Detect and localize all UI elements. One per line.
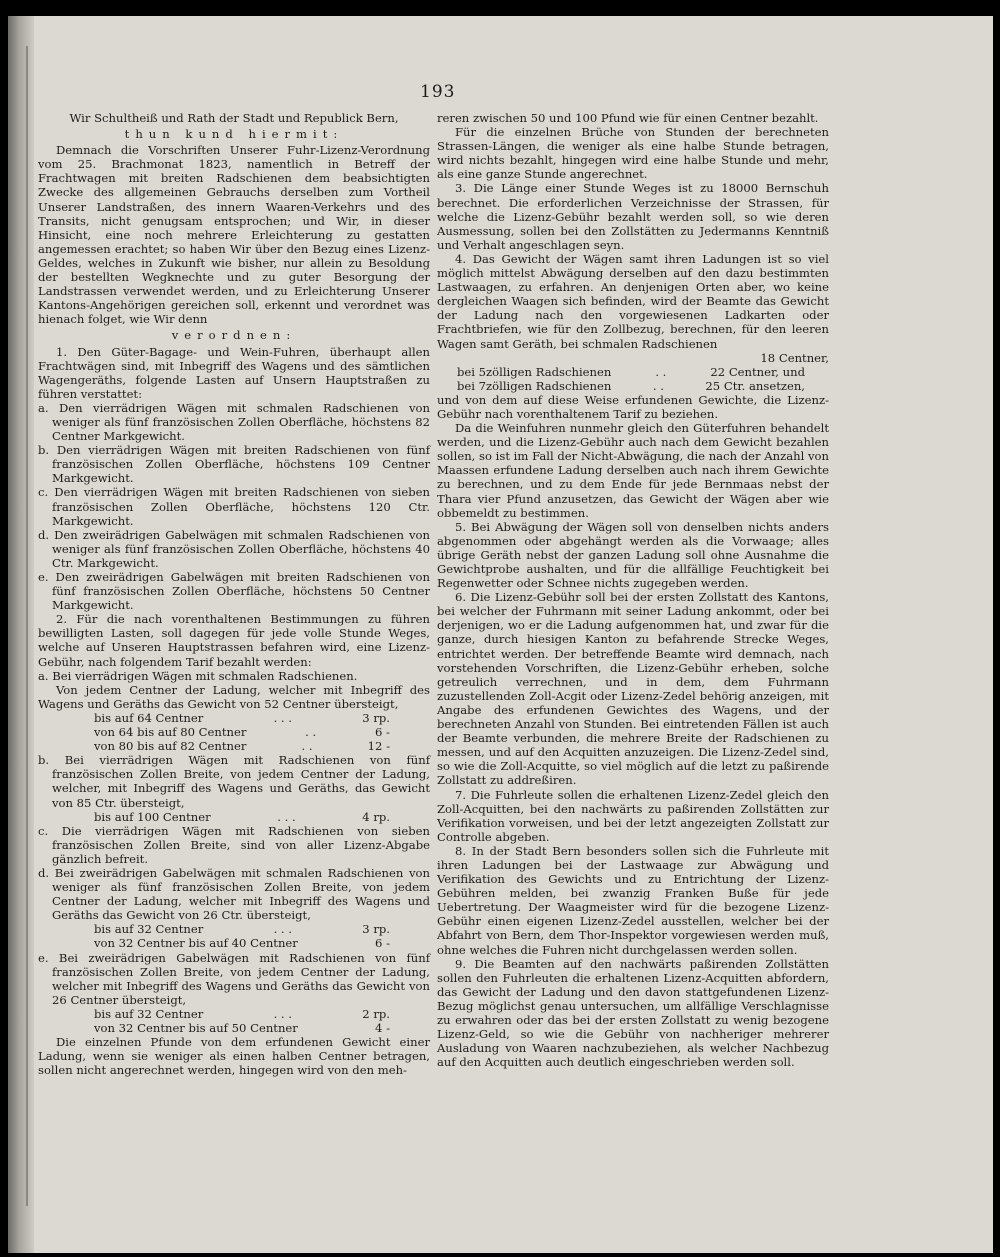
gutter-line (26, 46, 28, 1206)
article-2: 2. Für die nach vorenthaltenen Bestimmungen zu führen bewilligten Lasten, soll dagegen für jede volle Stunde Weges, welche auf Unseren Hauptstrassen befahren wird, eine Lizenz-Gebühr, nach folgendem Tarif bezahlt werden: (38, 612, 430, 669)
article-2-item-a: a. Bei vierrädrigen Wägen mit schmalen Radschienen. (38, 668, 358, 683)
rate-dots: . . . (277, 809, 296, 824)
rate-row (38, 1021, 430, 1035)
rate-value: 3 rp. (362, 710, 390, 725)
verordnen-heading: verordnen: (171, 328, 297, 343)
article-7: 7. Die Fuhrleute sollen die erhaltenen Lizenz-Zedel gleich den Zoll-Acquitten, bei den nachwärts zu paßirenden Zollstätten zur Verifikation vorweisen, und bei der letzt angezeigten Zollstatt zur Controlle abgeben. (437, 787, 829, 844)
closing-paragraph: Die einzelnen Pfunde von dem erfundenen Gewicht einer Ladung, wenn sie weniger als einen halben Centner betragen, sollen nicht angerechnet werden, hingegen wird von den meh- (38, 1035, 430, 1078)
rate-value: 6 - (375, 936, 390, 951)
article-1-item-a: a. Den vierrädrigen Wägen mit schmalen Radschienen von weniger als fünf französischen Zollen Oberfläche, höchstens 82 Centner Markgewicht. (38, 400, 430, 444)
rate-label: bis auf 100 Centner (94, 809, 211, 824)
rate-dots: . . (301, 739, 313, 754)
book-spine-shadow (8, 16, 34, 1253)
page-number: 193 (420, 82, 456, 102)
rate-label: von 32 Centner bis auf 40 Centner (94, 936, 298, 951)
tare-label: bei 5zölligen Radschienen (457, 364, 612, 379)
article-2-item-b: b. Bei vierrädrigen Wägen mit Radschienen von fünf französischen Zollen Breite, von jedem Centner der Ladung, welcher, mit Inbegriff des Wagens und Geräths, das Gewicht von 85 Ctr. übersteigt, (38, 753, 430, 810)
tare-dots: . . (652, 378, 664, 393)
article-1-item-c: c. Den vierrädrigen Wägen mit breiten Radschienen von sieben französischen Zollen Oberfläche, höchstens 120 Ctr. Markgewicht. (38, 485, 430, 528)
rate-row (38, 810, 430, 824)
rate-label: bis auf 32 Centner (94, 922, 204, 937)
article-1-item-e: e. Den zweirädrigen Gabelwägen mit breiten Radschienen von fünf französischen Zollen Oberfläche, höchstens 50 Centner Markgewicht. (38, 570, 430, 613)
right-column (437, 111, 829, 1069)
rate-dots: . . . (273, 1006, 292, 1021)
rate-label: von 32 Centner bis auf 50 Centner (94, 1021, 298, 1035)
article-2-item-d: d. Bei zweirädrigen Gabelwägen mit schmalen Radschienen von weniger als fünf französischen Zollen Breite, von jedem Centner der Ladung, welcher mit Inbegriff des Wagens und Geräths das Gewicht von 26 Ctr. übersteigt, (38, 865, 430, 923)
article-8: 8. In der Stadt Bern besonders sollen sich die Fuhrleute mit ihren Ladungen bei der Lastwaage zur Abwägung und Verifikation des Gewichts und zu Entrichtung der Lizenz-Gebühren melden, bei zwanzig Franken Buße für jede Uebertretung. Der Waagmeister wird für die bezogene Lizenz-Gebühr einen eigenen Lizenz-Zedel ausstellen, welcher bei der Abfahrt von Bern, dem Thor-Inspektor vorgewiesen werden muß, ohne welches die Fuhren nicht durchgelassen werden sollen. (437, 843, 829, 957)
left-column (38, 111, 430, 1077)
fractions-paragraph: Für die einzelnen Brüche von Stunden der berechneten Strassen-Längen, die weniger als eine halbe Stunde betragen, wird nichts bezahlt, hingegen wird eine halbe Stunde und mehr, als eine ganze Stunde angerechnet. (437, 125, 829, 182)
rate-value: 12 - (367, 739, 390, 754)
rate-row (38, 936, 430, 950)
article-2-item-e: e. Bei zweirädrigen Gabelwägen mit Radschienen von fünf französischen Zollen Breite, von jedem Centner der Ladung, welcher mit Inbegriff des Wagens und Geräths das Gewicht von 26 Centner übersteigt, (38, 950, 430, 1007)
article-2-item-a-text: Von jedem Centner der Ladung, welcher mit Inbegriff des Wagens und Geräths das Gewicht von 52 Centner übersteigt, (38, 682, 430, 711)
rate-value: 4 rp. (362, 809, 390, 824)
rate-value: 2 rp. (362, 1006, 390, 1021)
rate-label: von 80 bis auf 82 Centner (94, 739, 247, 754)
article-1-item-b: b. Den vierrädrigen Wägen mit breiten Radschienen von fünf französischen Zollen Oberfläche, höchstens 109 Centner Markgewicht. (38, 443, 430, 486)
wine-paragraph: Da die Weinfuhren nunmehr gleich den Güterfuhren behandelt werden, und die Lizenz-Gebühr auch nach dem Gewicht bezahlen sollen, so ist im Fall der Nicht-Abwägung, die nach der Anzahl von Maassen erfundene Ladung derselben auch nach ihrem Gewichte zu berechnen, und zu dem Ende für jede Bernmaas nebst der Thara vier Pfund anzusetzen, das Gewicht der Wägen aber wie obbemeldt zu bestimmen. (437, 421, 829, 520)
rate-label: bis auf 64 Centner (94, 710, 204, 725)
tare-row (437, 379, 829, 393)
article-4-continuation: und von dem auf diese Weise erfundenen Gewichte, die Lizenz-Gebühr nach vorenthaltenem Tarif zu beziehen. (437, 392, 829, 421)
tare-row (437, 365, 829, 379)
article-2-item-c: c. Die vierrädrigen Wägen mit Radschienen von sieben französischen Zollen Breite, sind von aller Lizenz-Abgabe gänzlich befreit. (38, 823, 430, 866)
preamble-paragraph: Demnach die Vorschriften Unserer Fuhr-Lizenz-Verordnung vom 25. Brachmonat 1823, namentlich in Betreff der Frachtwagen mit breiten Radschienen dem beabsichtigten Zwecke des allgemeinen Gebrauchs derselben zum Vortheil Unserer Landstraßen, des innern Waaren-Verkehrs und des Transits, nicht genugsam entsprochen; und Wir, in dieser Hinsicht, eine noch mehrere Erleichterung zu gestatten angemessen erachtet; so haben Wir über den Bezug eines Lizenz-Geldes, welches in Zukunft wie bisher, nur allein zu Besoldung der bestellten Wegknechte und zu guter Besorgung der Landstrassen verwendet werden, und zu Erleichterung Unserer Kantons-Angehörigen gereichen soll, erkennt und verordnet was hienach folget, wie Wir denn (38, 143, 430, 327)
article-6: 6. Die Lizenz-Gebühr soll bei der ersten Zollstatt des Kantons, bei welcher der Fuhrmann mit seiner Ladung ankommt, oder bei derjenigen, wo er die Ladung aufgenommen hat, und zwar für die ganze, durch hiesigen Kanton zu befahrende Strecke Weges, entrichtet werden. Der betreffende Beamte wird demnach, nach vorstehenden Vorschriften, die Lizenz-Gebühr erheben, solche getreulich verrechnen, und in dem, dem Fuhrmann zuzustellenden Zoll-Acgit oder Lizenz-Zedel behörig anzeigen, mit Angabe des erfundenen Gewichtes des Wagens, und der berechneten Anzahl von Stunden. Bei eintretenden Fällen ist auch der Beamte verbunden, die mehrere Breite der Radschienen zu messen, und auf den Acquitten anzuzeigen. Die Lizenz-Zedel sind, so wie die Zoll-Acquitte, so viel möglich auf die letzt zu paßirende Zollstatt zu addreßiren. (437, 590, 829, 788)
rate-dots: . . (305, 725, 317, 740)
rate-value: 4 - (375, 1021, 390, 1035)
rate-label: bis auf 32 Centner (94, 1006, 204, 1021)
rate-row (38, 922, 430, 936)
rate-row (38, 739, 430, 753)
continuation-paragraph: reren zwischen 50 und 100 Pfund wie für einen Centner bezahlt. (437, 111, 819, 125)
article-1: 1. Den Güter-Bagage- und Wein-Fuhren, überhaupt allen Frachtwägen sind, mit Inbegriff des Wagens und des sämtlichen Wagengeräths, folgende Lasten auf Unsern Hauptstraßen zu führen verstattet: (38, 344, 430, 401)
rate-row (38, 725, 430, 739)
rate-row (38, 1007, 430, 1021)
rate-dots: . . . (273, 710, 292, 725)
rate-label: von 64 bis auf 80 Centner (94, 725, 247, 740)
tare-value: 25 Ctr. ansetzen, (705, 378, 805, 393)
decree-heading: Wir Schultheiß und Rath der Stadt und Republick Bern, (69, 111, 399, 125)
tare-dots: . . (655, 364, 667, 379)
tare-label: bei 7zölligen Radschienen (457, 378, 612, 393)
tare-value: 22 Centner, und (710, 364, 805, 379)
rate-row (38, 711, 430, 725)
rate-dots: . . . (273, 922, 292, 937)
rate-value: 3 rp. (362, 922, 390, 937)
article-9: 9. Die Beamten auf den nachwärts paßirenden Zollstätten sollen den Fuhrleuten die erhaltenen Lizenz-Acquitten abfordern, das Gewicht der Ladung und den davon stattgefundenen Lizenz-Bezug möglichst genau untersuchen, um allfällige Verschlagnisse zu erwahren oder das bei der ersten Zollstatt zu wenig bezogene Lizenz-Geld, so wie die Gebühr von nachheriger mehrerer Ausladung von Waaren nachzubeziehen, als welcher Nachbezug auf den Acquitten auch deutlich eingeschrieben werden soll. (437, 956, 829, 1070)
article-5: 5. Bei Abwägung der Wägen soll von denselben nichts anders abgenommen oder abgehängt werden als die Vorwaage; alles übrige Geräth nebst der ganzen Ladung soll ohne Ausnahme die Gewichtprobe aushalten, und für die allfällige Feuchtigkeit bei Regenwetter oder Schnee nichts zugegeben werden. (437, 519, 829, 591)
tare-row (437, 351, 829, 365)
article-1-item-d: d. Den zweirädrigen Gabelwägen mit schmalen Radschienen von weniger als fünf französischen Zollen Oberfläche, höchstens 40 Ctr. Markgewicht. (38, 527, 430, 570)
article-3: 3. Die Länge einer Stunde Weges ist zu 18000 Bernschuh berechnet. Die erforderlichen Verzeichnisse der Strassen, für welche die Lizenz-Gebühr bezahlt werden soll, so wie deren Ausmessung, sollen bei den Zollstätten zu Jedermanns Kenntniß und Verhalt angeschlagen seyn. (437, 181, 829, 252)
article-4: 4. Das Gewicht der Wägen samt ihren Ladungen ist so viel möglich mittelst Abwägung derselben auf den dazu bestimmten Lastwaagen, zu erfahren. An denjenigen Orten aber, wo keine dergleichen Waagen sich befinden, wird der Beamte das Gewicht der Ladung nach den vorgewiesenen Ladkarten oder Frachtbriefen, wie für den Zollbezug, berechnen, für den leeren Wagen samt Geräth, bei schmalen Radschienen (437, 251, 829, 351)
rate-value: 6 - (375, 725, 390, 740)
book-page (8, 16, 993, 1253)
decree-subheading: thun kund hiermit: (124, 127, 344, 142)
tare-value: 18 Centner, (760, 350, 829, 365)
